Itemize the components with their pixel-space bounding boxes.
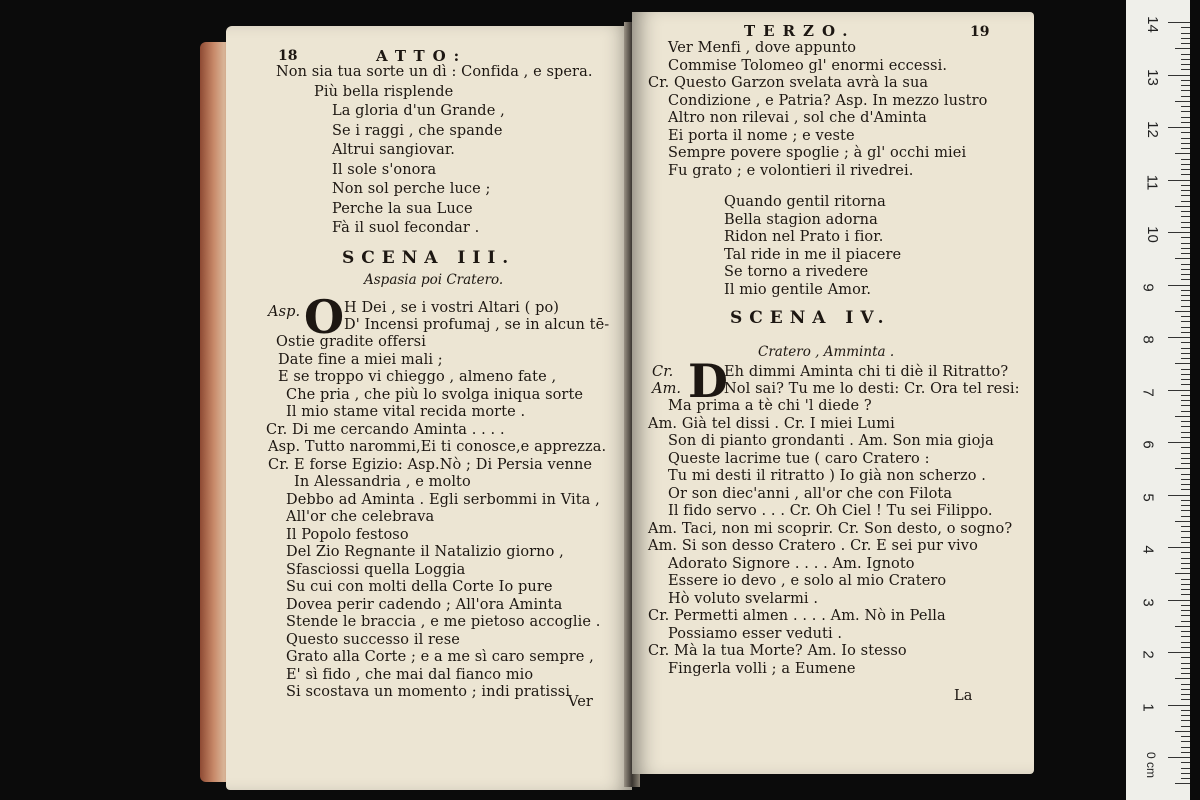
ruler-tick xyxy=(1181,668,1190,669)
dialogue-line: Essere io devo , e solo al mio Cratero xyxy=(668,573,947,589)
ruler-tick xyxy=(1181,222,1190,223)
ruler-tick xyxy=(1181,80,1190,81)
ruler-tick xyxy=(1181,447,1190,448)
aria-line: Perche la sua Luce xyxy=(332,200,473,217)
ruler-tick xyxy=(1181,647,1190,648)
ruler-tick xyxy=(1168,285,1190,286)
dialogue-line: Grato alla Corte ; e a me sì caro sempre , xyxy=(286,649,594,665)
ruler-tick xyxy=(1181,657,1190,658)
ruler-tick xyxy=(1181,642,1190,643)
ruler-number: 4 xyxy=(1139,545,1157,554)
ruler-number: 13 xyxy=(1143,68,1161,86)
dialogue-line: Tu mi desti il ritratto ) Io già non scherzo . xyxy=(668,468,986,484)
dialogue-line: Sempre povere spoglie ; à gl' occhi miei xyxy=(668,145,967,161)
aria-line: Ridon nel Prato i fior. xyxy=(724,229,884,245)
ruler-tick xyxy=(1181,96,1190,97)
ruler-number: 1 xyxy=(1139,702,1157,712)
ruler-tick xyxy=(1181,411,1190,412)
ruler-tick xyxy=(1181,579,1190,580)
dialogue-line: Am. Si son desso Cratero . Cr. E sei pur vivo xyxy=(648,538,978,554)
ruler-number: 2 xyxy=(1139,650,1157,659)
dialogue-line: E' sì fido , che mai dal fianco mio xyxy=(286,666,534,683)
dialogue-line: Am. Taci, non mi scoprir. Cr. Son desto, o sogno? xyxy=(648,520,1013,537)
ruler-tick xyxy=(1181,778,1190,779)
ruler-tick xyxy=(1175,416,1190,417)
dialogue-line: Queste lacrime tue ( caro Cratero : xyxy=(668,450,930,467)
ruler-tick xyxy=(1181,164,1190,165)
aria-line: Il mio gentile Amor. xyxy=(724,281,872,298)
ruler-tick xyxy=(1175,521,1190,522)
ruler-tick xyxy=(1181,295,1190,296)
dialogue-line: Or son diec'anni , all'or che con Filota xyxy=(668,485,953,502)
right-dropcap: D xyxy=(688,354,728,408)
dialogue-line: Date fine a miei mali ; xyxy=(278,351,443,368)
ruler-tick xyxy=(1181,321,1190,322)
ruler-tick xyxy=(1181,479,1190,480)
right-first-line-b: Nol sai? Tu me lo desti: Cr. Ora tel resi: xyxy=(724,381,1020,397)
ruler-number: 12 xyxy=(1143,121,1161,138)
ruler-tick xyxy=(1181,516,1190,517)
ruler-tick xyxy=(1175,311,1190,312)
ruler-tick xyxy=(1181,505,1190,506)
dialogue-line: Am. Già tel dissi . Cr. I miei Lumi xyxy=(648,415,895,432)
ruler-tick xyxy=(1181,453,1190,454)
ruler-tick xyxy=(1181,33,1190,34)
dialogue-line: Del Zio Regnante il Natalizio giorno , xyxy=(286,544,564,560)
ruler-tick xyxy=(1181,216,1190,217)
ruler-tick xyxy=(1181,526,1190,527)
right-second-speaker: Am. xyxy=(652,381,682,397)
ruler-tick xyxy=(1168,705,1190,706)
ruler-tick xyxy=(1168,75,1190,76)
ruler-tick xyxy=(1181,211,1190,212)
ruler-tick xyxy=(1181,69,1190,70)
dialogue-line: In Alessandria , e molto xyxy=(294,474,471,490)
ruler-tick xyxy=(1181,568,1190,569)
ruler-tick xyxy=(1181,610,1190,611)
dialogue-line: Il mio stame vital recida morte . xyxy=(286,404,526,420)
ruler-tick xyxy=(1181,673,1190,674)
ruler-tick xyxy=(1175,101,1190,102)
aria-line: Se torno a rivedere xyxy=(724,264,869,280)
ruler-tick xyxy=(1181,589,1190,590)
ruler-tick xyxy=(1181,201,1190,202)
ruler-tick xyxy=(1181,374,1190,375)
ruler-tick xyxy=(1175,258,1190,259)
ruler-tick xyxy=(1181,138,1190,139)
right-page xyxy=(632,12,1034,774)
ruler-tick xyxy=(1181,741,1190,742)
ruler-tick xyxy=(1168,547,1190,548)
ruler-tick xyxy=(1181,768,1190,769)
ruler-tick xyxy=(1181,190,1190,191)
ruler-tick xyxy=(1168,390,1190,391)
dialogue-line: Su cui con molti della Corte Io pure xyxy=(286,579,553,595)
ruler-number: 7 xyxy=(1139,387,1157,397)
ruler-tick xyxy=(1181,306,1190,307)
ruler-number: 3 xyxy=(1139,597,1157,607)
dialogue-line: Stende le braccia , e me pietoso accoglie . xyxy=(286,614,601,630)
ruler-tick xyxy=(1181,85,1190,86)
dialogue-line: Sfasciossi quella Loggia xyxy=(286,561,466,578)
ruler-tick xyxy=(1175,783,1190,784)
ruler-tick xyxy=(1175,468,1190,469)
ruler-tick xyxy=(1181,64,1190,65)
ruler-number: 10 xyxy=(1143,226,1161,243)
ruler-tick xyxy=(1181,369,1190,370)
ruler-tick xyxy=(1175,48,1190,49)
ruler-tick xyxy=(1181,279,1190,280)
ruler-tick xyxy=(1181,694,1190,695)
ruler-tick xyxy=(1168,600,1190,601)
dialogue-line: Hò voluto svelarmi . xyxy=(668,590,819,607)
ruler-tick xyxy=(1181,332,1190,333)
ruler-tick xyxy=(1181,400,1190,401)
dialogue-line: Ei porta il nome ; e veste xyxy=(668,127,855,144)
ruler-tick xyxy=(1181,54,1190,55)
ruler-tick xyxy=(1181,584,1190,585)
ruler-tick xyxy=(1181,558,1190,559)
ruler-tick xyxy=(1168,22,1190,23)
dialogue-line: All'or che celebrava xyxy=(286,509,435,525)
ruler-tick xyxy=(1181,237,1190,238)
ruler-tick xyxy=(1181,195,1190,196)
right-first-line: Eh dimmi Aminta chi ti diè il Ritratto? xyxy=(724,364,1009,380)
ruler-number: 5 xyxy=(1139,492,1157,502)
left-first-line-b: D' Incensi profumaj , se in alcun tē- xyxy=(344,317,610,333)
ruler-tick xyxy=(1175,153,1190,154)
ruler-tick xyxy=(1168,495,1190,496)
ruler-tick xyxy=(1181,710,1190,711)
aria-line: Altrui sangiovar. xyxy=(332,142,456,158)
dialogue-line: Dovea perir cadendo ; All'ora Aminta xyxy=(286,596,563,613)
left-running-head: ATTO: xyxy=(376,47,468,65)
dialogue-line: Ma prima a tè chi 'l diede ? xyxy=(668,398,872,414)
dialogue-line: Si scostava un momento ; indi pratissi xyxy=(286,684,571,700)
ruler-tick xyxy=(1181,185,1190,186)
dialogue-line: Il Popolo festoso xyxy=(286,526,409,543)
ruler-tick xyxy=(1181,458,1190,459)
dialogue-line: Il fido servo . . . Cr. Oh Ciel ! Tu sei Filippo. xyxy=(668,503,993,519)
ruler-tick xyxy=(1181,269,1190,270)
dialogue-line: Commise Tolomeo gl' enormi eccessi. xyxy=(668,57,948,74)
ruler-tick xyxy=(1181,90,1190,91)
dialogue-line: E se troppo vi chieggo , almeno fate , xyxy=(278,369,557,385)
dialogue-line: Condizione , e Patria? Asp. In mezzo lustro xyxy=(668,92,988,109)
ruler-tick xyxy=(1181,348,1190,349)
aria-line: Più bella risplende xyxy=(314,83,454,100)
dialogue-line: Son di pianto grondanti . Am. Son mia gioja xyxy=(668,433,994,449)
ruler-tick xyxy=(1181,342,1190,343)
left-scene-subtitle: Aspasia poi Cratero. xyxy=(364,272,504,288)
ruler-tick xyxy=(1181,379,1190,380)
ruler-number: 11 xyxy=(1143,174,1161,190)
ruler-tick xyxy=(1181,111,1190,112)
ruler-tick xyxy=(1175,206,1190,207)
ruler-tick xyxy=(1181,752,1190,753)
ruler-tick xyxy=(1181,762,1190,763)
left-scene-title: SCENA III. xyxy=(342,248,516,268)
ruler-tick xyxy=(1168,442,1190,443)
ruler-tick xyxy=(1175,678,1190,679)
left-page xyxy=(226,26,632,790)
right-scene-subtitle: Cratero , Amminta . xyxy=(758,344,895,360)
ruler-tick xyxy=(1181,227,1190,228)
dialogue-line: Debbo ad Aminta . Egli serbommi in Vita , xyxy=(286,491,600,508)
ruler-tick xyxy=(1181,38,1190,39)
ruler-tick xyxy=(1181,43,1190,44)
aria-line: Il sole s'onora xyxy=(332,161,437,178)
ruler-tick xyxy=(1181,243,1190,244)
ruler-tick xyxy=(1181,27,1190,28)
left-dropcap: O xyxy=(304,290,345,344)
ruler-tick xyxy=(1175,626,1190,627)
ruler-tick xyxy=(1181,426,1190,427)
ruler-tick xyxy=(1181,484,1190,485)
ruler-tick xyxy=(1181,174,1190,175)
ruler-tick xyxy=(1181,405,1190,406)
ruler-tick xyxy=(1181,395,1190,396)
ruler-tick xyxy=(1181,747,1190,748)
ruler-tick xyxy=(1181,699,1190,700)
dialogue-line: Ostie gradite offersi xyxy=(276,334,426,350)
ruler-tick xyxy=(1168,180,1190,181)
aria-line: Fà il suol fecondar . xyxy=(332,220,480,236)
aria-line: Se i raggi , che spande xyxy=(332,122,503,139)
aria-line: Quando gentil ritorna xyxy=(724,194,886,210)
ruler-tick xyxy=(1181,631,1190,632)
ruler-tick xyxy=(1181,132,1190,133)
ruler-tick xyxy=(1181,143,1190,144)
dialogue-line: Che pria , che più lo svolga iniqua sorte xyxy=(286,386,584,403)
dialogue-line: Possiamo esser veduti . xyxy=(668,625,843,642)
ruler-tick xyxy=(1181,169,1190,170)
ruler-number: 8 xyxy=(1139,335,1157,344)
ruler-tick xyxy=(1181,510,1190,511)
measurement-ruler xyxy=(1126,0,1190,800)
ruler-tick xyxy=(1181,542,1190,543)
dialogue-line: Cr. Permetti almen . . . . Am. Nò in Pella xyxy=(648,608,946,624)
ruler-tick xyxy=(1181,726,1190,727)
ruler-tick xyxy=(1181,421,1190,422)
left-page-number: 18 xyxy=(278,48,298,64)
ruler-number: 9 xyxy=(1139,282,1157,292)
ruler-tick xyxy=(1181,274,1190,275)
ruler-tick xyxy=(1181,122,1190,123)
ruler-tick xyxy=(1168,232,1190,233)
ruler-tick xyxy=(1181,594,1190,595)
dialogue-line: Cr. E forse Egizio: Asp.Nò ; Di Persia venne xyxy=(268,456,593,473)
ruler-tick xyxy=(1181,358,1190,359)
ruler-tick xyxy=(1181,605,1190,606)
ruler-tick xyxy=(1181,474,1190,475)
dialogue-line: Cr. Di me cercando Aminta . . . . xyxy=(266,421,505,438)
dialogue-line: Fingerla volli ; a Eumene xyxy=(668,660,856,677)
ruler-tick xyxy=(1181,720,1190,721)
dialogue-line: Fu grato ; e volontieri il rivedrei. xyxy=(668,162,914,179)
dialogue-line: Cr. Questo Garzon svelata avrà la sua xyxy=(648,75,929,91)
aria-line: La gloria d'un Grande , xyxy=(332,103,505,119)
right-running-head: TERZO. xyxy=(744,22,856,40)
ruler-tick xyxy=(1181,59,1190,60)
aria-line: Non sol perche luce ; xyxy=(332,181,491,197)
ruler-tick xyxy=(1181,636,1190,637)
ruler-tick xyxy=(1175,363,1190,364)
ruler-tick xyxy=(1181,689,1190,690)
ruler-tick xyxy=(1181,353,1190,354)
ruler-tick xyxy=(1181,384,1190,385)
ruler-tick xyxy=(1181,684,1190,685)
ruler-tick xyxy=(1181,264,1190,265)
aria-line: Non sia tua sorte un dì : Confida , e spera. xyxy=(276,64,593,80)
ruler-tick xyxy=(1181,615,1190,616)
dialogue-line: Asp. Tutto narommi,Ei ti conosce,e apprezza. xyxy=(268,439,607,455)
ruler-number: 14 xyxy=(1143,16,1161,33)
left-catchword: Ver xyxy=(568,694,593,710)
dialogue-line: Questo successo il rese xyxy=(286,631,460,648)
ruler-unit-label: 0 cm xyxy=(1144,751,1159,779)
left-first-line: H Dei , se i vostri Altari ( po) xyxy=(344,300,560,316)
ruler-tick xyxy=(1181,531,1190,532)
ruler-tick xyxy=(1168,337,1190,338)
ruler-tick xyxy=(1181,773,1190,774)
ruler-tick xyxy=(1168,757,1190,758)
aria-line: Tal ride in me il piacere xyxy=(724,246,902,263)
ruler-tick xyxy=(1181,437,1190,438)
ruler-tick xyxy=(1181,432,1190,433)
ruler-tick xyxy=(1181,715,1190,716)
ruler-tick xyxy=(1181,327,1190,328)
ruler-tick xyxy=(1181,300,1190,301)
ruler-tick xyxy=(1181,253,1190,254)
ruler-tick xyxy=(1181,621,1190,622)
right-page-number: 19 xyxy=(970,24,990,40)
ruler-tick xyxy=(1181,117,1190,118)
left-first-speaker: Asp. xyxy=(268,304,301,320)
ruler-tick xyxy=(1181,316,1190,317)
dialogue-line: Adorato Signore . . . . Am. Ignoto xyxy=(668,555,915,572)
ruler-tick xyxy=(1168,652,1190,653)
ruler-tick xyxy=(1175,573,1190,574)
ruler-tick xyxy=(1175,731,1190,732)
ruler-tick xyxy=(1181,159,1190,160)
ruler-tick xyxy=(1181,148,1190,149)
ruler-tick xyxy=(1181,537,1190,538)
ruler-tick xyxy=(1181,552,1190,553)
ruler-tick xyxy=(1168,127,1190,128)
ruler-tick xyxy=(1181,663,1190,664)
aria-line: Bella stagion adorna xyxy=(724,211,878,228)
right-scene-title: SCENA IV. xyxy=(730,308,891,328)
ruler-tick xyxy=(1181,563,1190,564)
ruler-tick xyxy=(1181,290,1190,291)
right-first-speaker: Cr. xyxy=(652,364,674,380)
dialogue-line: Cr. Mà la tua Morte? Am. Io stesso xyxy=(648,643,907,659)
open-book xyxy=(200,12,1040,792)
right-catchword: La xyxy=(954,688,973,704)
ruler-number: 6 xyxy=(1139,440,1157,449)
dialogue-line: Altro non rilevai , sol che d'Aminta xyxy=(668,110,927,126)
ruler-tick xyxy=(1181,500,1190,501)
ruler-tick xyxy=(1181,463,1190,464)
ruler-tick xyxy=(1181,489,1190,490)
ruler-tick xyxy=(1181,736,1190,737)
ruler-tick xyxy=(1181,248,1190,249)
dialogue-line: Ver Menfi , dove appunto xyxy=(668,40,857,56)
ruler-tick xyxy=(1181,106,1190,107)
